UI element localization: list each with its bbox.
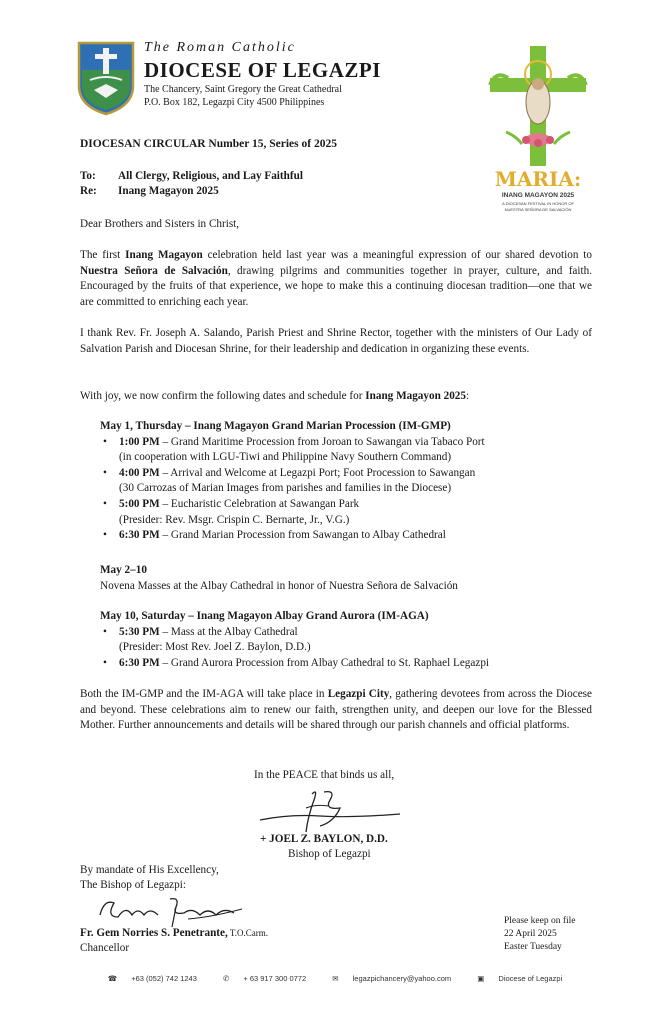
footer-phone1: +63 (052) 742 1243 — [131, 974, 197, 983]
paragraph-4: Both the IM-GMP and the IM-AGA will take place in Legazpi City, gathering devotees from across the Diocese and beyond. These celebrations aim to renew our faith, strengthen unity, and deepen our love for the Blessed Mother. Further announcements and details will be shared through our parish channels and official platforms. — [80, 688, 592, 732]
footer-facebook[interactable]: Diocese of Legazpi — [498, 974, 563, 983]
section-title: May 1, Thursday – Inang Magayon Grand Marian Procession (IM-GMP) — [100, 420, 451, 432]
logo-line1: INANG MAGAYON 2025 — [501, 192, 575, 199]
schedule-item: • 1:00 PM – Grand Maritime Procession from Joroan to Sawangan via Tabaco Port (in cooperation with LGU-Tiwi and Philippine Navy Southern Command) — [100, 435, 600, 466]
phone-icon: ☎ — [107, 974, 118, 983]
file-note-date: 22 April 2025 — [504, 929, 557, 939]
schedule-item: • 5:00 PM – Eucharistic Celebration at Sawangan Park (Presider: Rev. Msgr. Crispin C. Bernarte, Jr., V.G.) — [100, 497, 600, 528]
chancellor-title: Chancellor — [80, 942, 130, 954]
section-title: May 10, Saturday – Inang Magayon Albay Grand Aurora (IM-AGA) — [100, 610, 429, 622]
diocese-seal-logo — [76, 40, 136, 116]
bishop-title: Bishop of Legazpi — [288, 848, 371, 860]
section-title: May 2–10 — [100, 564, 147, 576]
header-address1: The Chancery, Saint Gregory the Great Cathedral — [144, 84, 342, 95]
paragraph-2: I thank Rev. Fr. Joseph A. Salando, Parish Priest and Shrine Rector, together with the ministers of Our Lady of Salvation Parish and Diocesan Shrine, for their leadership and dedication in organizing these events. — [80, 327, 592, 355]
mobile-icon: ✆ — [222, 974, 230, 983]
mandate-line1: By mandate of His Excellency, — [80, 864, 219, 876]
logo-title: MARIA: — [494, 167, 582, 191]
bishop-name: + JOEL Z. BAYLON, D.D. — [260, 833, 388, 845]
to-value: All Clergy, Religious, and Lay Faithful — [118, 170, 303, 182]
chancellor-name-line — [80, 926, 268, 942]
schedule-item: • 6:30 PM – Grand Marian Procession from Sawangan to Albay Cathedral — [100, 528, 600, 544]
logo-line3: NUESTRA SEÑORA DE SALVACIÓN — [504, 207, 572, 212]
closing: In the PEACE that binds us all, — [254, 769, 395, 781]
bishop-signature — [250, 786, 410, 836]
schedule-section-may2-10 — [100, 563, 600, 594]
schedule-item: • 6:30 PM – Grand Aurora Procession from Albay Cathedral to St. Raphael Legazpi — [100, 656, 600, 672]
inang-magayon-logo — [486, 40, 590, 220]
paragraph-3: With joy, we now confirm the following dates and schedule for Inang Magayon 2025: — [80, 390, 470, 402]
chancellor-suffix: T.O.Carm. — [227, 928, 268, 938]
to-re-block — [80, 170, 303, 200]
file-note — [504, 915, 576, 954]
re-label: Re: — [80, 185, 97, 197]
greeting: Dear Brothers and Sisters in Christ, — [80, 218, 240, 230]
paragraph-1: The first Inang Magayon celebration held last year was a meaningful expression of our shared devotion to Nuestra Señora de Salvación, drawing pilgrims and communities together in prayer, culture, and faith. Encouraged by the fruits of that experience, we hope to make this a continuing diocesan tradition—one that we are committed to enriching each year. — [80, 249, 593, 308]
footer-contacts — [0, 974, 670, 983]
chancellor-signature — [92, 893, 252, 929]
header-line1: The Roman Catholic — [144, 40, 296, 55]
to-label: To: — [80, 170, 96, 182]
schedule-section-may10 — [100, 609, 600, 671]
email-icon: ✉ — [332, 974, 339, 983]
footer-phone2: + 63 917 300 0772 — [243, 974, 307, 983]
header-title: DIOCESE OF LEGAZPI — [144, 58, 381, 82]
footer-email[interactable]: legazpichancery@yahoo.com — [352, 974, 452, 983]
chancellor-name: Fr. Gem Norries S. Penetrante, — [80, 927, 228, 939]
schedule-section-may1 — [100, 419, 600, 544]
re-value: Inang Magayon 2025 — [118, 185, 219, 197]
section-text: Novena Masses at the Albay Cathedral in honor of Nuestra Señora de Salvación — [100, 579, 458, 592]
mandate-line2: The Bishop of Legazpi: — [80, 879, 186, 891]
file-note-day: Easter Tuesday — [504, 942, 562, 952]
schedule-item: • 5:30 PM – Mass at the Albay Cathedral (Presider: Most Rev. Joel Z. Baylon, D.D.) — [100, 625, 600, 656]
file-note-line1: Please keep on file — [504, 916, 576, 926]
schedule-item: • 4:00 PM – Arrival and Welcome at Legazpi Port; Foot Procession to Sawangan (30 Carrozas of Marian Images from parishes and families in the Diocese) — [100, 466, 600, 497]
header-address2: P.O. Box 182, Legazpi City 4500 Philippines — [144, 97, 325, 108]
circular-number: DIOCESAN CIRCULAR Number 15, Series of 2025 — [80, 138, 337, 150]
facebook-icon: ▣ — [477, 974, 485, 983]
logo-line2: A DIOCESAN FESTIVAL IN HONOR OF — [502, 201, 574, 206]
